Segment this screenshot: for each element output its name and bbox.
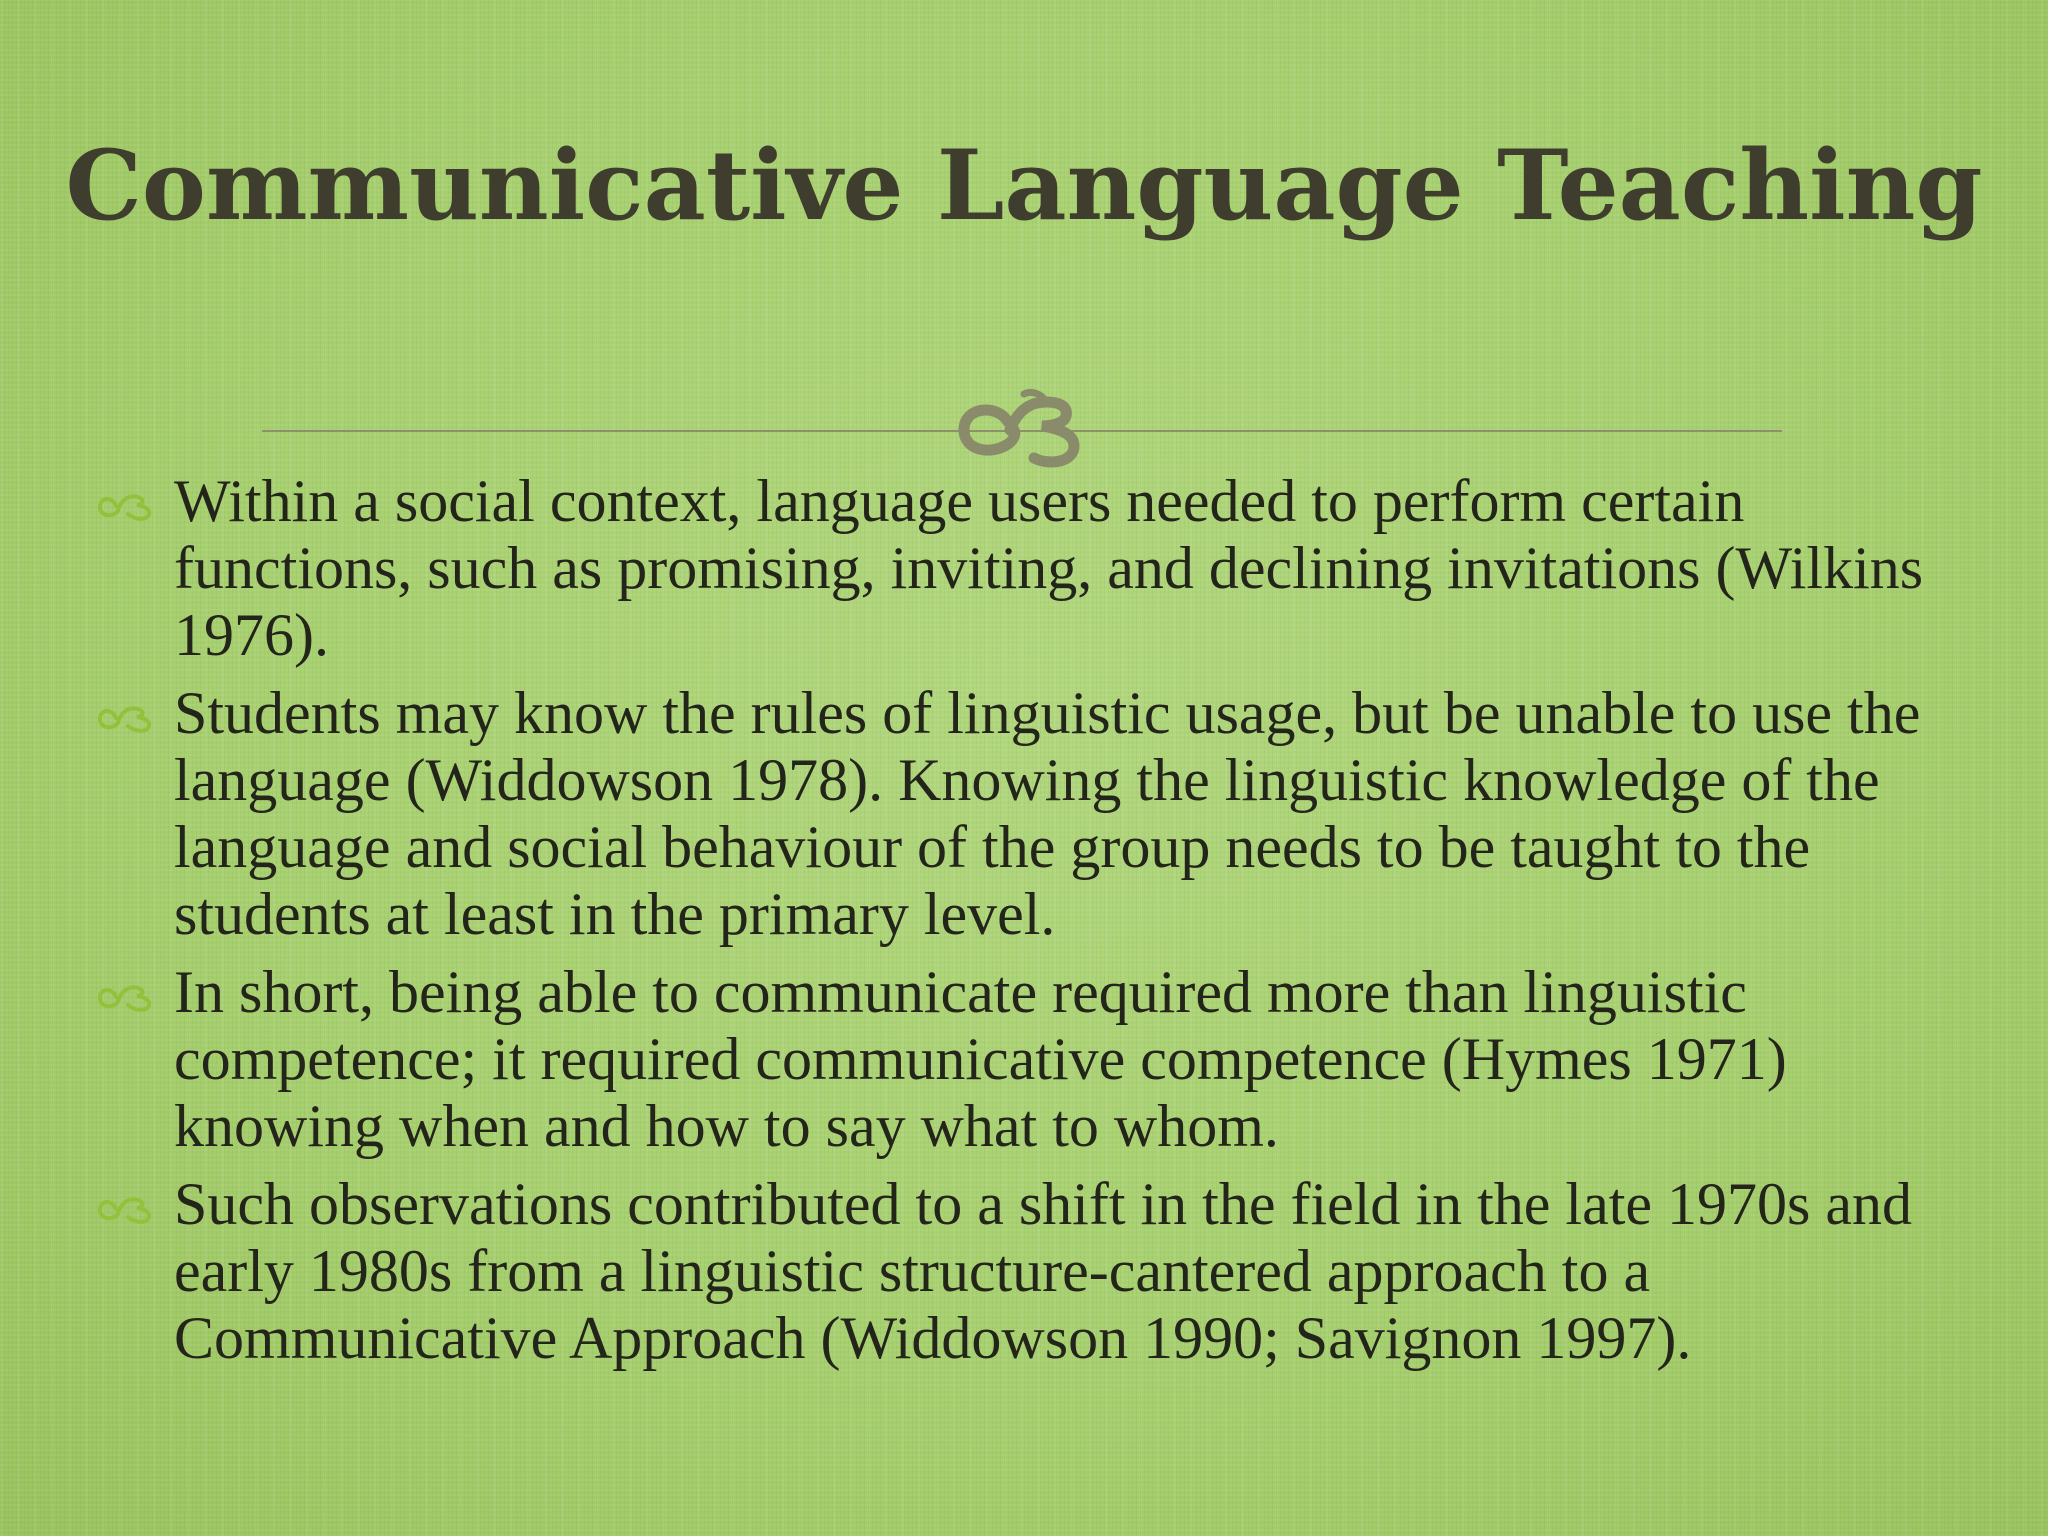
bullet-text: Students may know the rules of linguistic usage, but be unable to use the language (Widdowson 1978). Knowing the linguistic knowledge of the language and social behaviour of the group needs to be taught to the students at least in the primary level.: [174, 680, 1921, 947]
leaf-bullet-icon: [96, 1193, 160, 1225]
bullet-text: In short, being able to communicate required more than linguistic competence; it required communicative competence (Hymes 1971) knowing when and how to say what to whom.: [174, 959, 1787, 1159]
leaf-bullet-icon: [96, 981, 160, 1013]
bullet-text: Within a social context, language users needed to perform certain functions, such as promising, inviting, and declining invitations (Wilkins 1976).: [174, 468, 1924, 668]
bullet-item: [96, 959, 1956, 1160]
bullet-item: [96, 468, 1956, 669]
bullet-text: Such observations contributed to a shift in the field in the late 1970s and early 1980s from a linguistic structure-cantered approach to a Communicative Approach (Widdowson 1990; Savignon 1997).: [174, 1171, 1912, 1371]
bullet-item: [96, 680, 1956, 948]
leaf-bullet-icon: [96, 702, 160, 734]
slide-title: Communicative Language Teaching: [65, 129, 1983, 242]
bullet-list: [96, 468, 1956, 1383]
leaf-bullet-icon: [96, 490, 160, 522]
fleuron-icon: [950, 384, 1100, 470]
bullet-item: [96, 1171, 1956, 1372]
